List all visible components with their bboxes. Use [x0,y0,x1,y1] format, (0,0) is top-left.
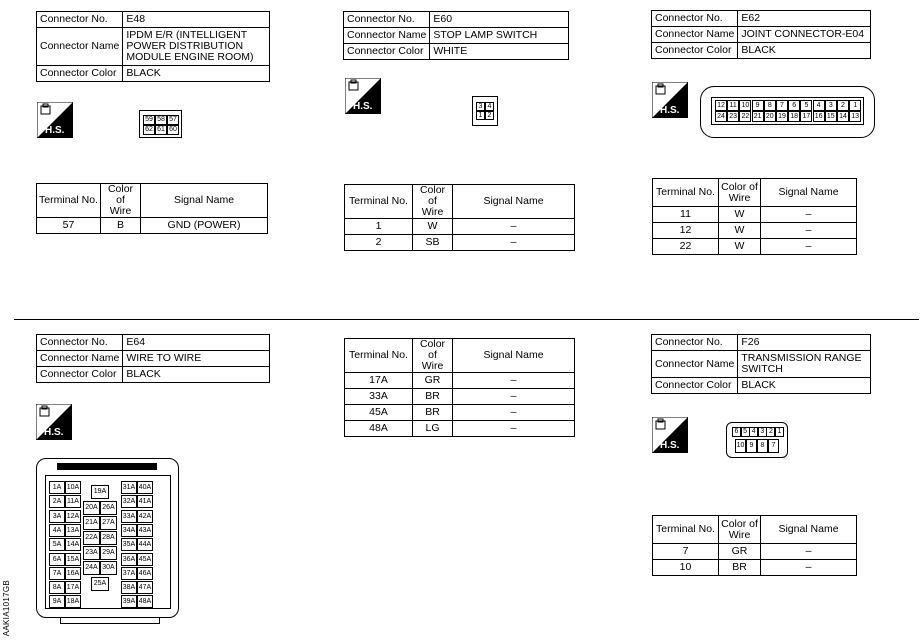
terminal-no-cell: 45A [345,405,413,421]
wire-color-header: Color of Wire [719,179,761,207]
connector-pin: 16A [65,567,81,580]
hs-label: H.S. [660,440,680,451]
wire-color-cell: BR [413,389,453,405]
connector-pin: 23A [83,546,100,560]
connector-color-label: Connector Color [344,44,430,60]
wire-color-cell: GR [719,544,761,560]
connector-pin: 10 [739,100,751,111]
connector-pin: 3 [825,100,837,111]
connector-color-value: BLACK [123,66,270,82]
connector-pin: 5 [741,427,750,437]
connector-pin: 1A [49,481,65,494]
terminal-no-cell: 11 [653,207,719,223]
connector-name-label: Connector Name [344,28,430,44]
connector-pin: 11 [727,100,739,111]
connector-pin: 4 [485,102,494,111]
connector-pin: 11A [65,495,81,508]
signal-name-cell: – [761,544,857,560]
connector-color-value: BLACK [738,378,871,394]
terminal-no-cell: 7 [653,544,719,560]
connector-pin: 13 [849,111,861,122]
wire-color-cell: W [719,239,761,255]
signal-name-cell: – [453,421,575,437]
harness-side-icon [652,417,688,453]
signal-name-header: Signal Name [141,184,268,218]
connector-color-label: Connector Color [37,367,123,383]
connector-pin: 12 [715,100,727,111]
terminal-no-header: Terminal No. [653,179,719,207]
connector-pin: 2 [485,111,494,120]
connector-pin: 47A [137,581,153,594]
terminal-table-e62 [652,178,857,255]
connector-pin: 61 [155,125,167,135]
wire-color-cell: BR [719,560,761,576]
connector-color-value: BLACK [123,367,270,383]
hs-label: H.S. [660,105,680,116]
connector-pin: 6 [732,427,741,437]
connector-pin: 7 [768,439,779,453]
connector-pin: 10 [735,439,746,453]
connector-pin: 29A [100,546,117,560]
terminal-table-e48 [36,183,268,234]
connector-pin: 36A [121,553,137,566]
connector-pin: 44A [137,538,153,551]
connector-info-f26 [651,334,871,394]
connector-pin: 9 [752,100,764,111]
connector-pin: 28A [100,531,117,545]
connector-pin: 5 [800,100,812,111]
connector-no-value: E64 [123,335,270,351]
hs-label: H.S. [45,125,65,136]
connector-pin: 13A [65,524,81,537]
wire-color-cell: SB [413,235,453,251]
connector-pin: 1 [849,100,861,111]
signal-name-cell: – [453,389,575,405]
connector-pin: 8A [49,581,65,594]
connector-pin: 20 [764,111,776,122]
connector-face-e60 [472,96,498,126]
terminal-no-header: Terminal No. [37,184,101,218]
wire-color-cell: W [719,223,761,239]
connector-name-value: TRANSMISSION RANGE SWITCH [738,351,871,378]
signal-name-cell: – [453,219,575,235]
connector-pin: 19A [91,485,109,499]
connector-info-e62 [651,10,871,59]
harness-side-icon [345,78,381,114]
table-row [653,207,857,223]
connector-color-label: Connector Color [652,378,738,394]
connector-pin: 7A [49,567,65,580]
connector-pin: 24A [83,561,100,575]
figure-code: AAKIA1017GB [2,580,11,637]
connector-info-e60 [343,11,569,60]
connector-pin: 37A [121,567,137,580]
connector-pin: 15 [825,111,837,122]
signal-name-cell: – [761,223,857,239]
connector-pin: 57 [167,115,179,125]
connector-info-e48 [36,11,270,82]
terminal-no-cell: 10 [653,560,719,576]
connector-pin: 12A [65,510,81,523]
terminal-no-cell: 2 [345,235,413,251]
table-row [345,421,575,437]
hs-label: H.S. [44,427,64,438]
connector-pin: 43A [137,524,153,537]
connector-pin: 21A [83,516,100,530]
connector-pin: 5A [49,538,65,551]
connector-face-e48 [139,110,182,138]
connector-pin: 2A [49,495,65,508]
connector-pin: 23 [727,111,739,122]
connector-latch [60,618,160,624]
connector-pin: 41A [137,495,153,508]
connector-pin: 18 [788,111,800,122]
connector-pin: 21 [752,111,764,122]
wire-color-cell: BR [413,405,453,421]
signal-name-header: Signal Name [453,185,575,219]
connector-color-label: Connector Color [652,43,738,59]
terminal-no-cell: 33A [345,389,413,405]
connector-name-label: Connector Name [652,351,738,378]
terminal-no-cell: 57 [37,218,101,234]
signal-name-cell: – [761,207,857,223]
connector-pin: 30A [100,561,117,575]
connector-pin: 9A [49,595,65,608]
connector-pin: 9 [746,439,757,453]
connector-name-label: Connector Name [652,27,738,43]
section-divider [14,319,919,320]
connector-no-label: Connector No. [37,335,123,351]
connector-pin: 26A [100,501,117,515]
signal-name-cell: – [453,235,575,251]
connector-color-value: WHITE [430,44,569,60]
connector-pin: 2 [766,427,775,437]
connector-pin: 10A [65,481,81,494]
terminal-no-cell: 17A [345,373,413,389]
terminal-no-cell: 1 [345,219,413,235]
signal-name-cell: – [453,405,575,421]
terminal-table-f26 [652,515,857,576]
connector-pin: 31A [121,481,137,494]
connector-pin: 62 [143,125,155,135]
wire-color-cell: LG [413,421,453,437]
table-row [653,544,857,560]
connector-color-label: Connector Color [37,66,123,82]
table-row [345,219,575,235]
connector-name-label: Connector Name [37,28,123,66]
connector-pin: 3A [49,510,65,523]
connector-pin: 42A [137,510,153,523]
connector-no-value: E62 [738,11,871,27]
connector-pin: 39A [121,595,137,608]
table-row [345,405,575,421]
wire-color-header: Color of Wire [719,516,761,544]
signal-name-header: Signal Name [761,516,857,544]
connector-pin: 8 [764,100,776,111]
connector-pin: 58 [155,115,167,125]
table-row [653,223,857,239]
table-row [37,218,268,234]
connector-pin: 17A [65,581,81,594]
terminal-table-e60 [344,184,575,251]
connector-pin: 18A [65,595,81,608]
wire-color-cell: W [719,207,761,223]
harness-side-icon [36,404,72,440]
wire-color-cell: W [413,219,453,235]
connector-info-e64 [36,334,270,383]
signal-name-cell: – [453,373,575,389]
signal-name-header: Signal Name [453,339,575,373]
signal-name-cell: GND (POWER) [141,218,268,234]
table-row [653,239,857,255]
wire-color-cell: B [101,218,141,234]
connector-pin: 22A [83,531,100,545]
connector-pin: 32A [121,495,137,508]
connector-name-value: STOP LAMP SWITCH [430,28,569,44]
connector-pin: 34A [121,524,137,537]
signal-name-header: Signal Name [761,179,857,207]
connector-face-e64 [36,458,179,618]
terminal-no-cell: 48A [345,421,413,437]
connector-name-label: Connector Name [37,351,123,367]
connector-pin: 22 [739,111,751,122]
connector-pin: 46A [137,567,153,580]
connector-pin: 24 [715,111,727,122]
terminal-no-header: Terminal No. [345,185,413,219]
connector-no-label: Connector No. [344,12,430,28]
connector-pin: 19 [776,111,788,122]
harness-side-icon [37,102,73,138]
connector-pin: 8 [757,439,768,453]
connector-no-label: Connector No. [37,12,123,28]
connector-pin: 6A [49,553,65,566]
terminal-no-header: Terminal No. [653,516,719,544]
connector-no-value: E60 [430,12,569,28]
table-row [345,235,575,251]
connector-pin: 17 [800,111,812,122]
connector-pin: 16 [813,111,825,122]
connector-pin: 4A [49,524,65,537]
connector-pin: 25A [91,577,109,591]
connector-pin: 3 [476,102,485,111]
signal-name-cell: – [761,239,857,255]
connector-no-value: F26 [738,335,871,351]
connector-name-value: WIRE TO WIRE [123,351,270,367]
connector-name-value: JOINT CONNECTOR-E04 [738,27,871,43]
wire-color-header: Color of Wire [101,184,141,218]
connector-pin: 15A [65,553,81,566]
table-row [345,373,575,389]
connector-pin: 38A [121,581,137,594]
connector-no-value: E48 [123,12,270,28]
table-row [653,560,857,576]
signal-name-cell: – [761,560,857,576]
terminal-no-header: Terminal No. [345,339,413,373]
hs-label: H.S. [353,101,373,112]
table-row [345,389,575,405]
wire-color-cell: GR [413,373,453,389]
connector-pin: 14A [65,538,81,551]
connector-pin: 1 [775,427,784,437]
connector-name-value: IPDM E/R (INTELLIGENT POWER DISTRIBUTION MODULE ENGINE ROOM) [123,28,270,66]
connector-no-label: Connector No. [652,335,738,351]
harness-side-icon [652,82,688,118]
connector-pin: 4 [813,100,825,111]
connector-color-value: BLACK [738,43,871,59]
connector-pin: 4 [749,427,758,437]
wire-color-header: Color of Wire [413,339,453,373]
terminal-table-e64 [344,338,575,437]
connector-pin: 40A [137,481,153,494]
terminal-no-cell: 12 [653,223,719,239]
connector-no-label: Connector No. [652,11,738,27]
connector-face-f26 [726,422,788,458]
connector-pin: 27A [100,516,117,530]
connector-pin: 1 [476,111,485,120]
connector-pin: 6 [788,100,800,111]
connector-pin: 35A [121,538,137,551]
connector-pin: 48A [137,595,153,608]
connector-pin: 59 [143,115,155,125]
connector-pin: 3 [758,427,767,437]
connector-pin: 2 [837,100,849,111]
connector-face-e62 [700,86,875,138]
connector-pin: 33A [121,510,137,523]
connector-pin: 14 [837,111,849,122]
connector-pin: 7 [776,100,788,111]
connector-pin: 60 [167,125,179,135]
connector-pin: 20A [83,501,100,515]
terminal-no-cell: 22 [653,239,719,255]
wire-color-header: Color of Wire [413,185,453,219]
connector-pin: 45A [137,553,153,566]
